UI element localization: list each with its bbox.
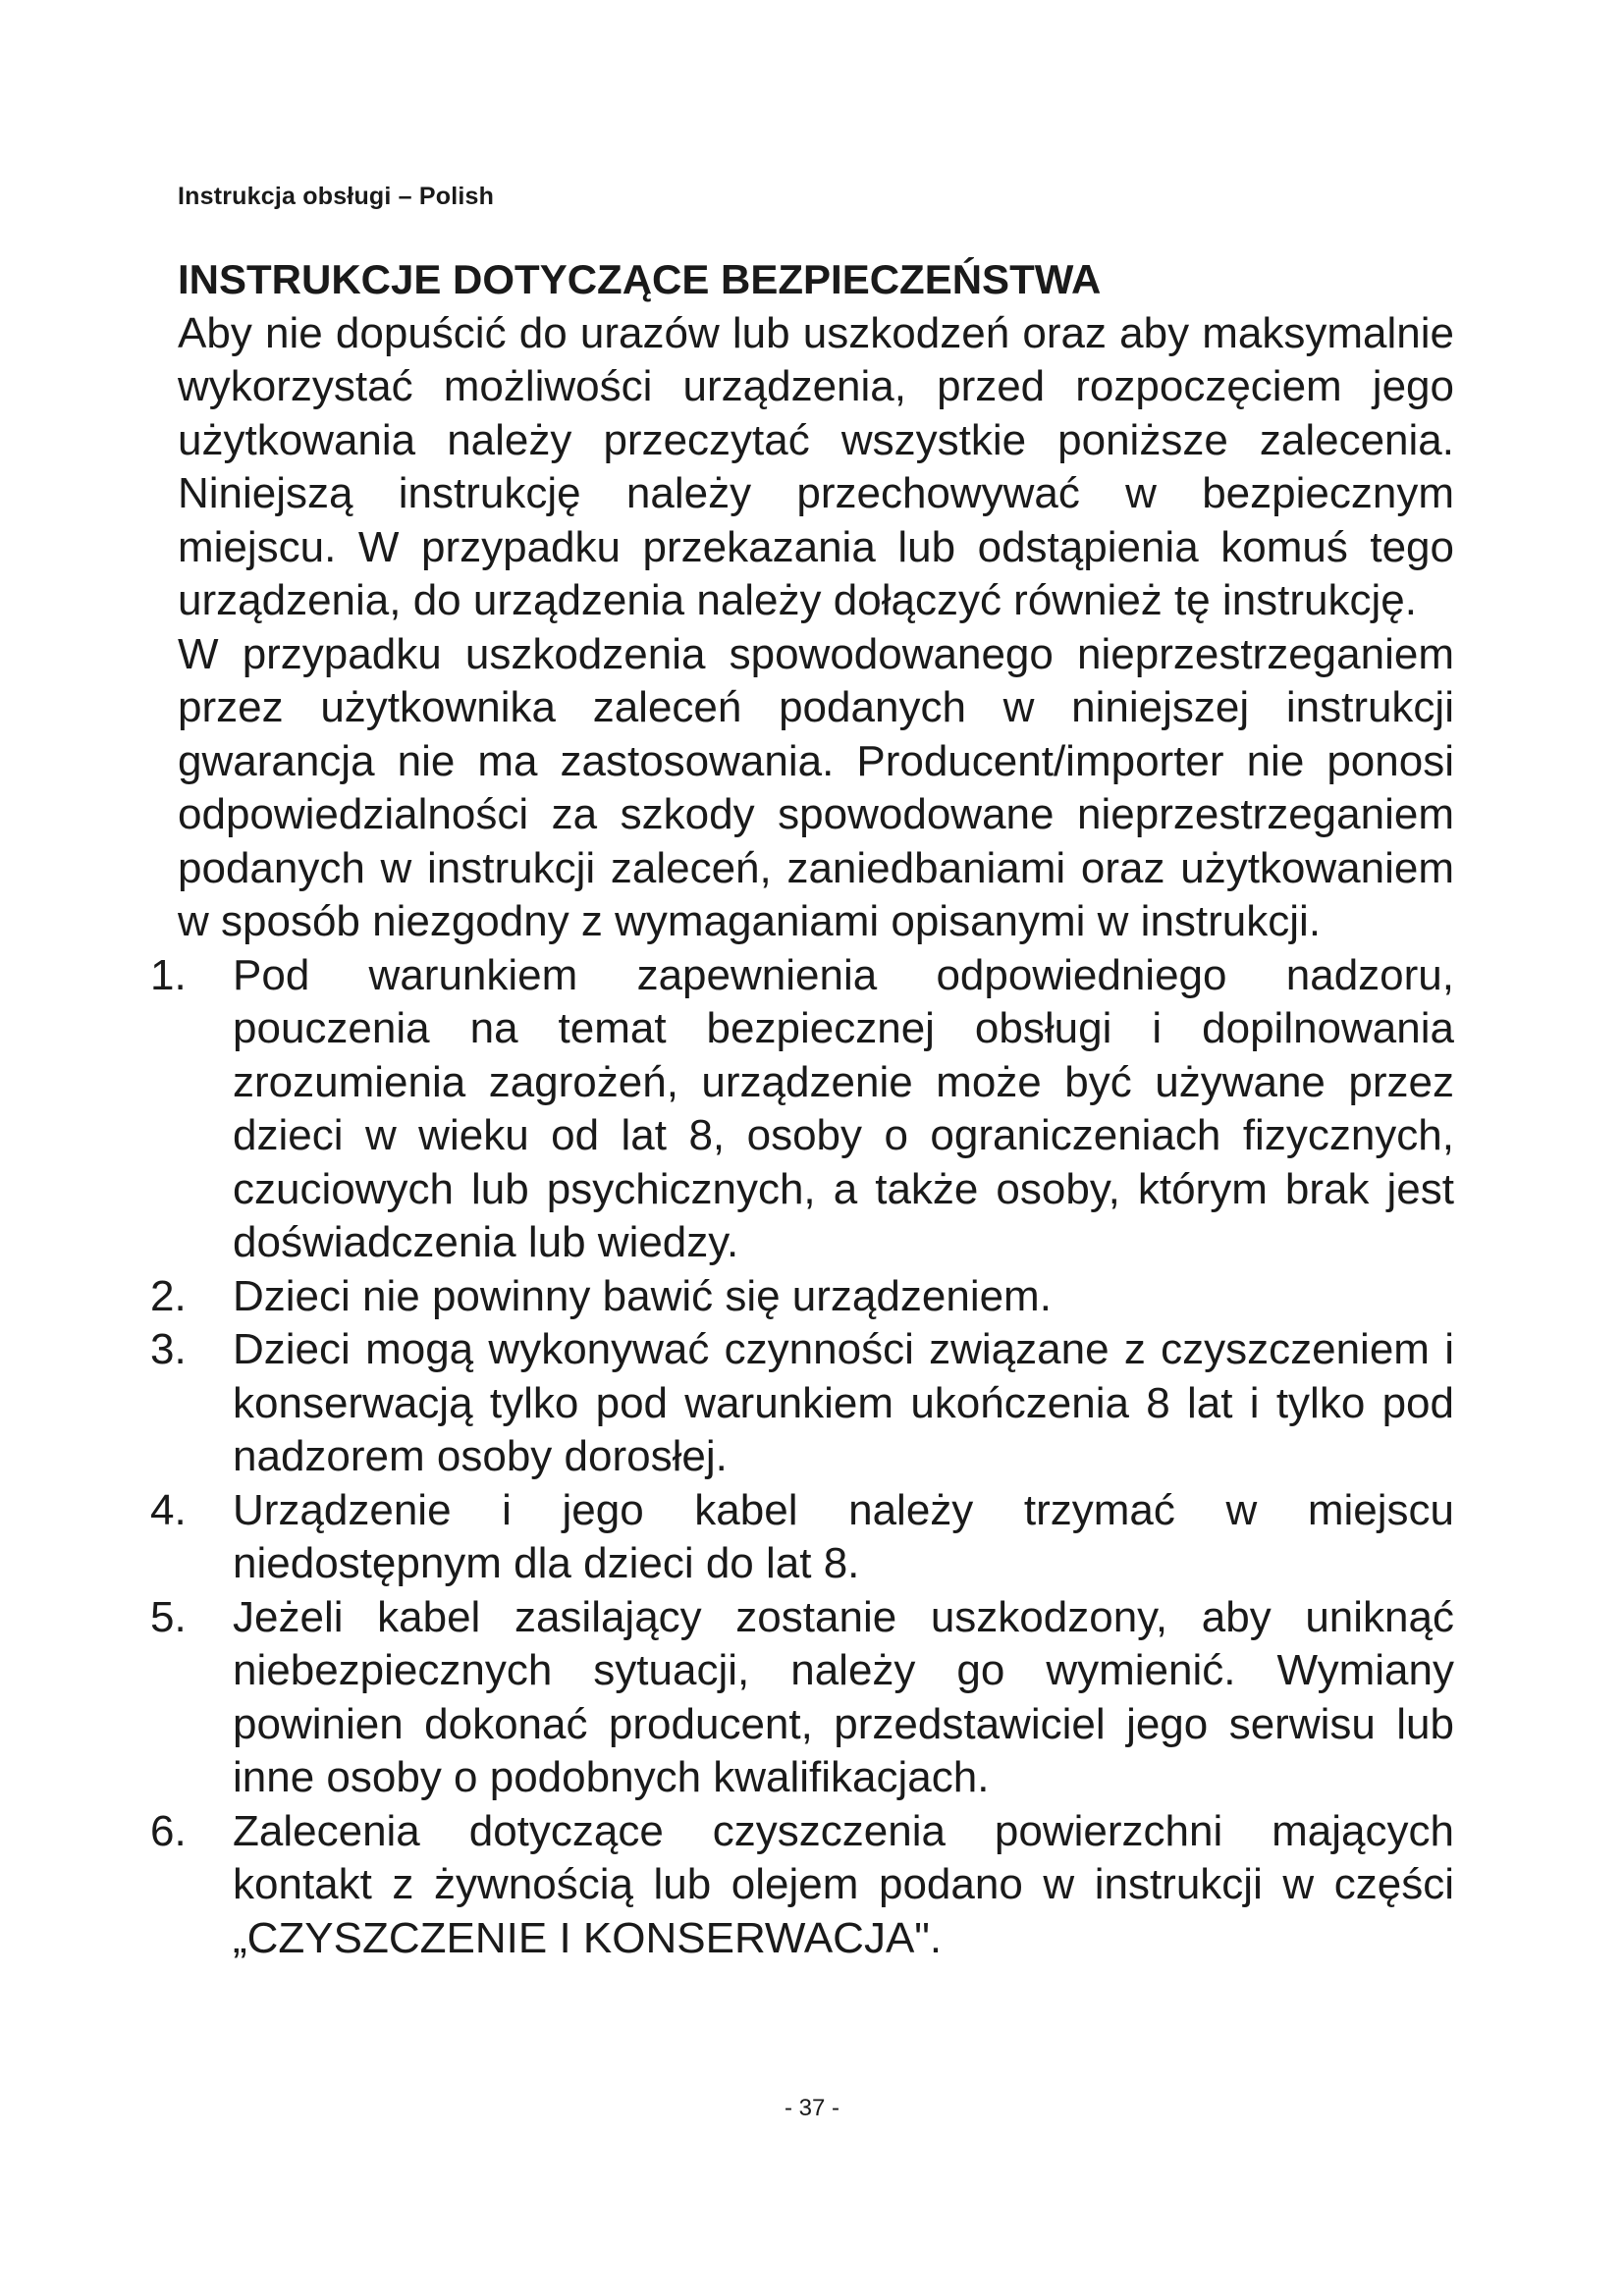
list-item-number: 6.: [150, 1806, 187, 1855]
list-item-text: Pod warunkiem zapewnienia odpowiedniego nadzoru, pouczenia na temat bezpiecznej obsługi i dopilnowania zrozumienia zagrożeń, urządzenie może być używane przez dzieci w wieku od lat 8, osoby o ograniczeniach fizycznych, czuciowych lub psychicznych, a także osoby, którym brak jest doświadczenia lub wiedzy.: [233, 950, 1454, 1266]
warranty-paragraph: W przypadku uszkodzenia spowodowanego nieprzestrzeganiem przez użytkownika zaleceń podanych w niniejszej instrukcji gwarancja nie ma zastosowania. Producent/importer nie ponosi odpowiedzialności za szkody spowodowane nieprzestrzeganiem podanych w instrukcji zaleceń, zaniedbaniami oraz użytkowaniem w sposób niezgodny z wymaganiami opisanymi w instrukcji.: [178, 629, 1454, 945]
list-item: [150, 1805, 1454, 1966]
list-item-text: Jeżeli kabel zasilający zostanie uszkodzony, aby uniknąć niebezpiecznych sytuacji, należy go wymienić. Wymiany powinien dokonać producent, przedstawiciel jego serwisu lub inne osoby o podobnych kwalifikacjach.: [233, 1592, 1454, 1801]
safety-section: [150, 253, 1454, 1965]
list-item-text: Zalecenia dotyczące czyszczenia powierzchni mających kontakt z żywnością lub olejem podano w instrukcji w części „CZYSZCZENIE I KONSERWACJA".: [233, 1806, 1454, 1962]
list-item: [150, 949, 1454, 1270]
list-item-number: 4.: [150, 1485, 187, 1534]
list-item-text: Dzieci nie powinny bawić się urządzeniem.: [233, 1271, 1052, 1320]
list-item-text: Urządzenie i jego kabel należy trzymać w miejscu niedostępnym dla dzieci do lat 8.: [233, 1485, 1454, 1587]
section-title: INSTRUKCJE DOTYCZĄCE BEZPIECZEŃSTWA: [178, 256, 1102, 302]
list-item-number: 3.: [150, 1325, 187, 1373]
intro-paragraph: Aby nie dopuścić do urazów lub uszkodzeń oraz aby maksymalnie wykorzystać możliwości urządzenia, przed rozpoczęciem jego użytkowania należy przeczytać wszystkie poniższe zalecenia. Niniejszą instrukcję należy przechowywać w bezpiecznym miejscu. W przypadku przekazania lub odstąpienia komuś tego urządzenia, do urządzenia należy dołączyć również tę instrukcję.: [178, 308, 1454, 624]
safety-list: [150, 949, 1454, 1966]
page-number: - 37 -: [784, 2095, 839, 2121]
list-item: [150, 1591, 1454, 1805]
running-header: Instrukcja obsługi – Polish: [178, 183, 495, 210]
list-item-number: 1.: [150, 950, 187, 999]
list-item-number: 5.: [150, 1592, 187, 1641]
list-item-text: Dzieci mogą wykonywać czynności związane z czyszczeniem i konserwacją tylko pod warunkiem ukończenia 8 lat i tylko pod nadzorem osoby dorosłej.: [233, 1325, 1454, 1480]
list-item: [150, 1270, 1454, 1324]
list-item: [150, 1323, 1454, 1484]
list-item-number: 2.: [150, 1271, 187, 1320]
list-item: [150, 1484, 1454, 1591]
